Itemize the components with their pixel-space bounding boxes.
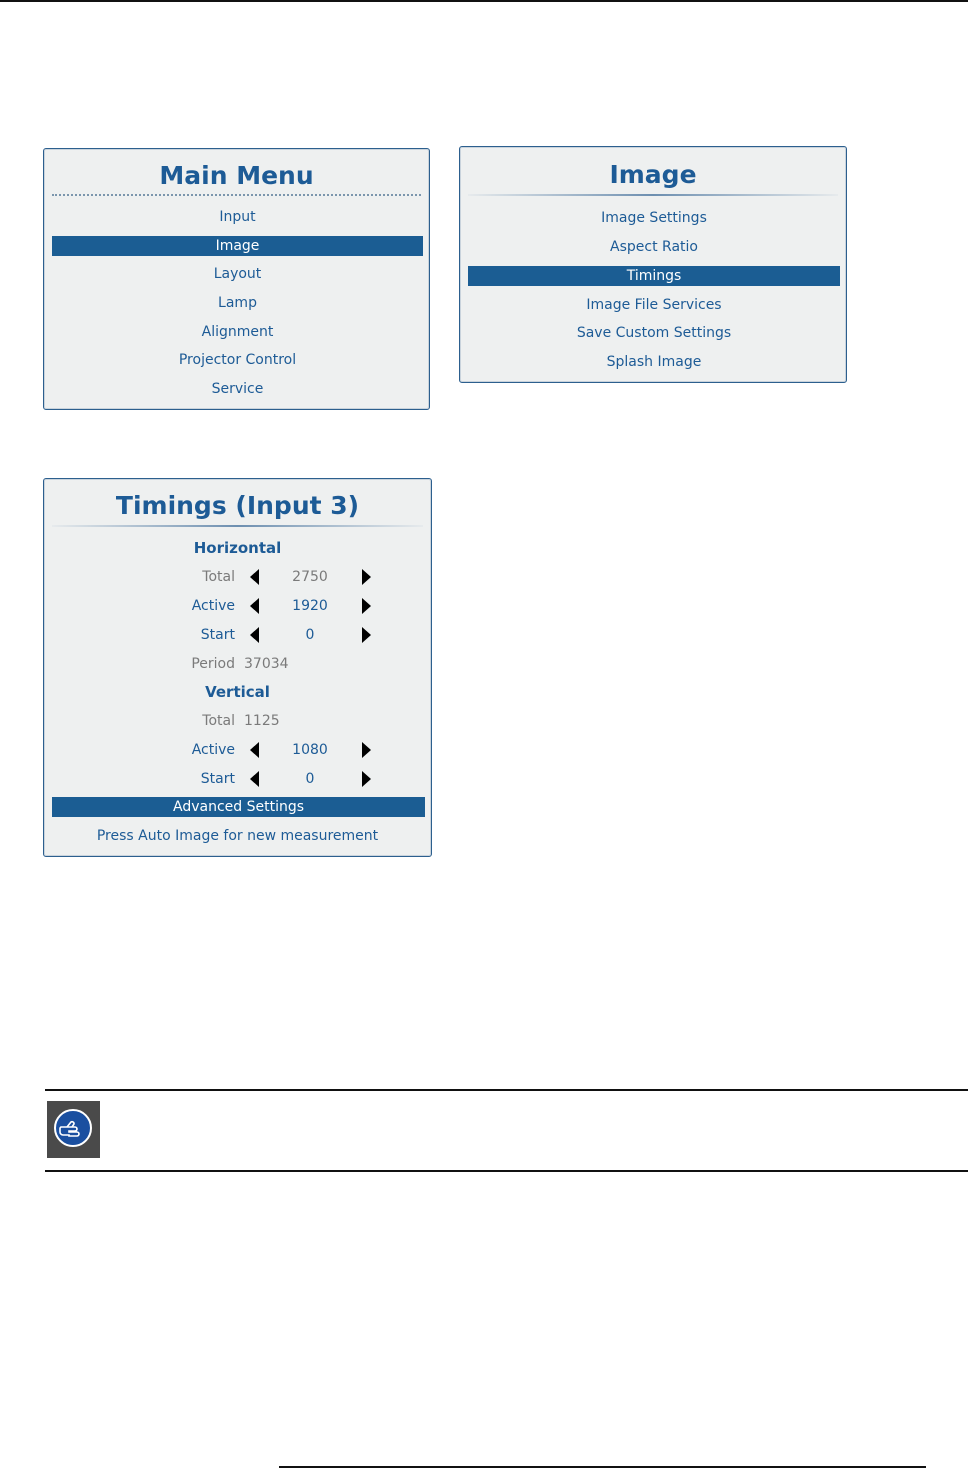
auto-image-hint: Press Auto Image for new measurement xyxy=(96,828,379,844)
arrow-left-icon[interactable] xyxy=(250,742,259,758)
image-menu-item-aspect-ratio[interactable]: Aspect Ratio xyxy=(610,239,698,255)
main-menu-item-lamp[interactable]: Lamp xyxy=(218,295,257,311)
vertical-active-value: 1080 xyxy=(292,742,328,758)
image-menu-item-save-custom-settings[interactable]: Save Custom Settings xyxy=(576,325,732,341)
image-menu-item-image-file-services[interactable]: Image File Services xyxy=(586,297,722,313)
horizontal-period-label: Period xyxy=(191,656,235,672)
note-hand-icon xyxy=(47,1101,100,1158)
horizontal-total-value: 2750 xyxy=(292,569,328,585)
horizontal-period-row xyxy=(44,654,431,674)
main-menu-item-layout[interactable]: Layout xyxy=(213,266,262,282)
vertical-total-label: Total xyxy=(202,713,235,729)
horizontal-heading: Horizontal xyxy=(193,539,282,557)
arrow-left-icon[interactable] xyxy=(250,598,259,614)
image-menu-panel xyxy=(459,146,847,383)
main-menu-title-separator xyxy=(52,194,421,196)
image-menu-title-separator xyxy=(468,194,838,196)
vertical-active-row[interactable] xyxy=(44,740,431,760)
horizontal-start-label: Start xyxy=(200,627,235,643)
page-footer-rule xyxy=(279,1466,926,1468)
horizontal-total-row[interactable] xyxy=(44,567,431,587)
horizontal-active-value: 1920 xyxy=(292,598,328,614)
image-menu-title: Image xyxy=(609,160,697,189)
timings-menu-title: Timings (Input 3) xyxy=(115,491,360,520)
arrow-right-icon[interactable] xyxy=(362,598,371,614)
main-menu-item-image[interactable]: Image xyxy=(52,236,423,256)
advanced-settings-item[interactable]: Advanced Settings xyxy=(52,797,425,817)
arrow-left-icon[interactable] xyxy=(250,627,259,643)
arrow-right-icon[interactable] xyxy=(362,627,371,643)
horizontal-start-row[interactable] xyxy=(44,625,431,645)
vertical-start-label: Start xyxy=(200,771,235,787)
page-top-rule xyxy=(0,0,968,2)
arrow-right-icon[interactable] xyxy=(362,742,371,758)
timings-menu-panel xyxy=(43,478,432,857)
arrow-right-icon[interactable] xyxy=(362,569,371,585)
arrow-left-icon[interactable] xyxy=(250,569,259,585)
horizontal-active-row[interactable] xyxy=(44,596,431,616)
vertical-total-value: 1125 xyxy=(244,713,280,729)
horizontal-start-value: 0 xyxy=(305,627,315,643)
image-menu-item-image-settings[interactable]: Image Settings xyxy=(601,210,707,226)
horizontal-period-value: 37034 xyxy=(244,656,289,672)
main-menu-item-service[interactable]: Service xyxy=(211,381,264,397)
vertical-start-row[interactable] xyxy=(44,769,431,789)
arrow-right-icon[interactable] xyxy=(362,771,371,787)
horizontal-total-label: Total xyxy=(202,569,235,585)
main-menu-title: Main Menu xyxy=(159,161,314,190)
main-menu-item-projector-control[interactable]: Projector Control xyxy=(178,352,297,368)
timings-menu-title-separator xyxy=(52,525,423,527)
main-menu-item-input[interactable]: Input xyxy=(219,209,256,225)
pointing-hand-icon xyxy=(59,1119,89,1139)
main-menu-panel xyxy=(43,148,430,410)
arrow-left-icon[interactable] xyxy=(250,771,259,787)
image-menu-item-splash-image[interactable]: Splash Image xyxy=(606,354,702,370)
vertical-total-row xyxy=(44,711,431,731)
note-bottom-rule xyxy=(45,1170,968,1172)
vertical-start-value: 0 xyxy=(305,771,315,787)
vertical-heading: Vertical xyxy=(205,683,270,701)
note-top-rule xyxy=(45,1089,968,1091)
main-menu-item-alignment[interactable]: Alignment xyxy=(201,324,274,340)
horizontal-active-label: Active xyxy=(191,598,235,614)
image-menu-item-timings[interactable]: Timings xyxy=(468,266,840,286)
vertical-active-label: Active xyxy=(191,742,235,758)
